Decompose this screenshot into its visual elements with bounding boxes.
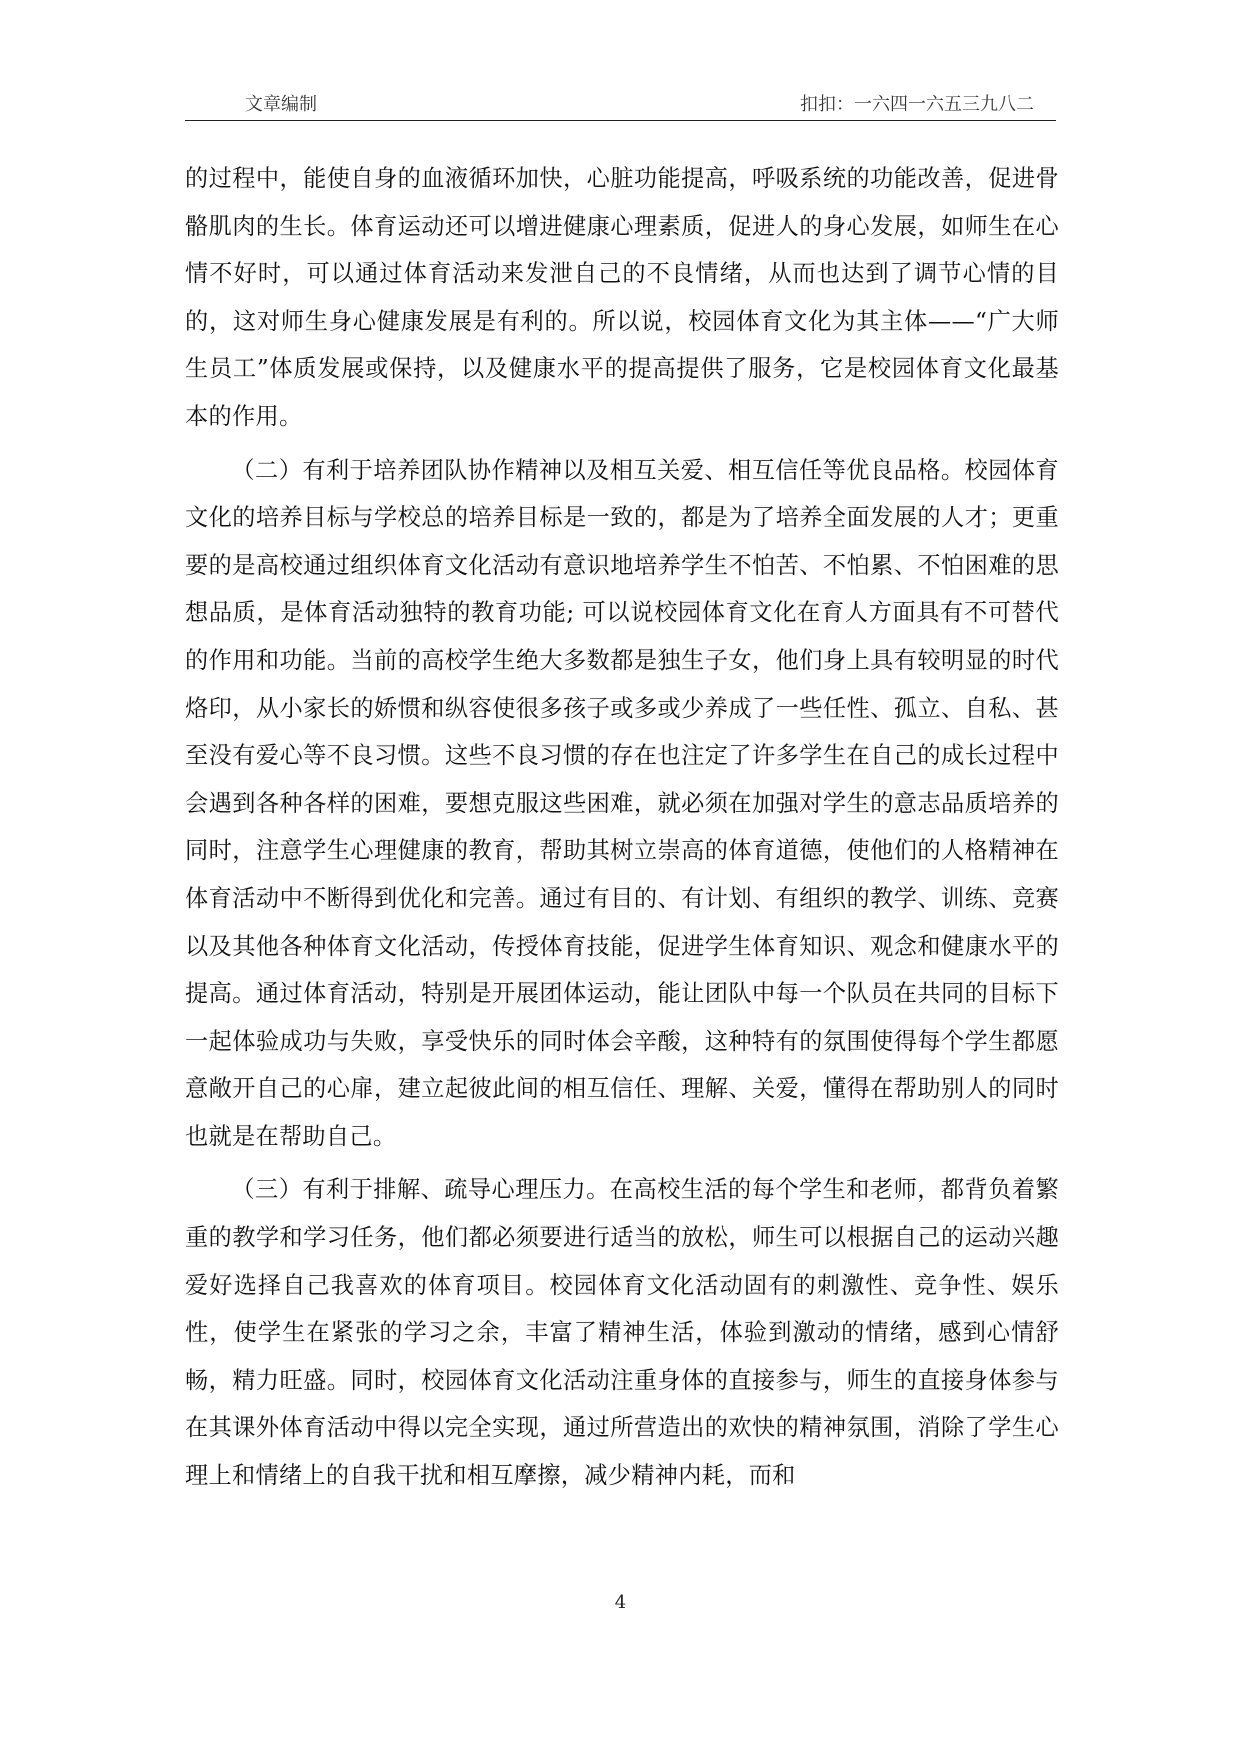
document-body bbox=[185, 155, 1059, 1500]
paragraph-section-3: （三）有利于排解、疏导心理压力。在高校生活的每个学生和老师，都背负着繁重的教学和学习任务，他们都必须要进行适当的放松，师生可以根据自己的运动兴趣爱好选择自己我喜欢的体育项目。校园体育文化活动固有的刺激性、竞争性、娱乐性，使学生在紧张的学习之余，丰富了精神生活，体验到激动的情绪，感到心情舒畅，精力旺盛。同时，校园体育文化活动注重身体的直接参与，师生的直接身体参与在其课外体育活动中得以完全实现，通过所营造出的欢快的精神氛围，消除了学生心理上和情绪上的自我干扰和相互摩擦，减少精神内耗，而和 bbox=[185, 1176, 1059, 1490]
page-header bbox=[185, 84, 1056, 121]
paragraph-section-2: （二）有利于培养团队协作精神以及相互关爱、相互信任等优良品格。校园体育文化的培养目标与学校总的培养目标是一致的，都是为了培养全面发展的人才；更重要的是高校通过组织体育文化活动有意识地培养学生不怕苦、不怕累、不怕困难的思想品质，是体育活动独特的教育功能; 可以说校园体育文化在育人方面具有不可替代的作用和功能。当前的高校学生绝大多数都是独生子女，他们身上具有较明显的时代烙印，从小家长的娇惯和纵容使很多孩子或多或少养成了一些任性、孤立、自私、甚至没有爱心等不良习惯。这些不良习惯的存在也注定了许多学生在自己的成长过程中会遇到各种各样的困难，要想克服这些困难，就必须在加强对学生的意志品质培养的同时，注意学生心理健康的教育，帮助其树立崇高的体育道德，使他们的人格精神在体育活动中不断得到优化和完善。通过有目的、有计划、有组织的教学、训练、竞赛以及其他各种体育文化活动，传授体育技能，促进学生体育知识、观念和健康水平的提高。通过体育活动，特别是开展团体运动，能让团队中每一个队员在共同的目标下一起体验成功与失败，享受快乐的同时体会辛酸，这种特有的氛围使得每个学生都愿意敞开自己的心扉，建立起彼此间的相互信任、理解、关爱，懂得在帮助别人的同时也就是在帮助自己。 bbox=[185, 456, 1059, 1150]
page-number: 4 bbox=[614, 1592, 627, 1613]
header-left-text: 文章编制 bbox=[245, 94, 317, 115]
paragraph-continuation: 的过程中，能使自身的血液循环加快，心脏功能提高，呼吸系统的功能改善，促进骨骼肌肉的生长。体育运动还可以增进健康心理素质，促进人的身心发展，如师生在心情不好时，可以通过体育活动来发泄自己的不良情绪，从而也达到了调节心情的目的，这对师生身心健康发展是有利的。所以说，校园体育文化为其主体——“广大师生员工”体质发展或保持，以及健康水平的提高提供了服务，它是校园体育文化最基本的作用。 bbox=[185, 165, 1059, 430]
header-right-text: 扣扣：一六四一六五三九八二 bbox=[800, 94, 1034, 115]
